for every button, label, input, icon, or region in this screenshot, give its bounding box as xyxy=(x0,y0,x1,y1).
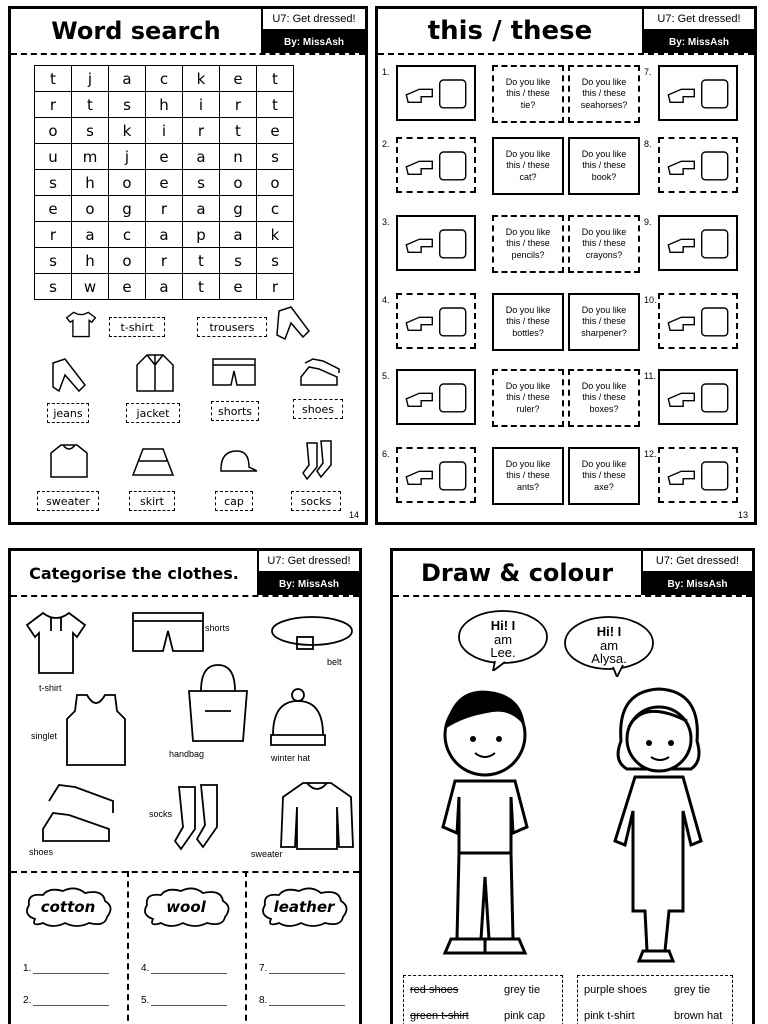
colour-item: red shoes xyxy=(410,984,459,996)
grid-cell[interactable]: c xyxy=(146,66,183,92)
grid-cell[interactable]: a xyxy=(109,66,146,92)
question-line: this / these xyxy=(506,470,550,481)
grid-cell[interactable]: a xyxy=(146,274,183,300)
question-box xyxy=(568,65,640,123)
question-line: this / these xyxy=(582,238,626,249)
grid-cell[interactable]: s xyxy=(109,92,146,118)
question-box xyxy=(492,65,564,123)
bubble-line: Alysa. xyxy=(591,651,627,667)
label-sweater: sweater xyxy=(251,849,283,859)
grid-cell[interactable]: s xyxy=(35,248,72,274)
item-number: 5. xyxy=(382,371,390,381)
grid-cell[interactable]: t xyxy=(72,92,109,118)
grid-cell[interactable]: e xyxy=(257,118,294,144)
grid-cell[interactable]: r xyxy=(35,222,72,248)
grid-cell[interactable]: h xyxy=(72,170,109,196)
grid-row xyxy=(35,118,294,144)
question-line: Do you like xyxy=(505,227,551,238)
letter-grid xyxy=(34,65,294,300)
grid-cell[interactable]: e xyxy=(146,144,183,170)
question-line: axe? xyxy=(594,481,614,492)
grid-row xyxy=(35,222,294,248)
column-divider xyxy=(127,871,129,1024)
question-line: sharpener? xyxy=(581,327,627,338)
question-line: this / these xyxy=(582,316,626,327)
column-divider xyxy=(245,871,247,1024)
grid-cell[interactable]: p xyxy=(183,222,220,248)
grid-cell[interactable]: s xyxy=(35,274,72,300)
grid-cell[interactable]: o xyxy=(35,118,72,144)
skirt-icon xyxy=(131,445,175,479)
grid-cell[interactable]: k xyxy=(183,66,220,92)
belt-icon xyxy=(267,609,357,653)
grid-cell[interactable]: i xyxy=(183,92,220,118)
crayons-icon xyxy=(658,215,738,271)
answer-number: 2. xyxy=(23,995,32,1006)
author-label: By: MissAsh xyxy=(259,573,359,595)
question-line: Do you like xyxy=(581,305,627,316)
colour-item: brown hat xyxy=(674,1010,723,1022)
singlet-icon xyxy=(63,691,129,769)
grid-cell[interactable]: s xyxy=(220,248,257,274)
grid-cell[interactable]: t xyxy=(257,66,294,92)
grid-cell[interactable]: e xyxy=(220,66,257,92)
grid-cell[interactable]: s xyxy=(183,170,220,196)
grid-cell[interactable]: r xyxy=(35,92,72,118)
bubble-line: Hi! I xyxy=(596,624,622,639)
item-number: 7. xyxy=(644,67,652,77)
answer-number: 5. xyxy=(141,995,150,1006)
sheet-title: Word search xyxy=(11,9,263,53)
question-line: this / these xyxy=(506,238,550,249)
label-singlet: singlet xyxy=(31,731,58,741)
socks-icon xyxy=(301,439,339,483)
lee-colour-list xyxy=(403,975,563,1024)
category-cloud xyxy=(21,885,115,929)
grid-row xyxy=(35,274,294,300)
grid-cell[interactable]: s xyxy=(257,144,294,170)
t-shirt-icon xyxy=(21,607,91,677)
girl-alysa-figure xyxy=(603,681,713,967)
answer-line[interactable] xyxy=(259,963,345,974)
question-box xyxy=(568,215,640,273)
question-line: cat? xyxy=(519,171,537,182)
author-label: By: MissAsh xyxy=(644,31,754,53)
question-line: book? xyxy=(591,171,617,182)
question-line: Do you like xyxy=(581,381,627,392)
t-shirt-icon xyxy=(63,309,99,339)
bubble-line: Lee. xyxy=(490,645,516,661)
unit-label: U7: Get dressed! xyxy=(643,551,752,573)
word-tag-sweater: sweater xyxy=(37,491,99,511)
ants-icon xyxy=(396,447,476,503)
grid-cell[interactable]: n xyxy=(220,144,257,170)
question-box xyxy=(568,293,640,351)
question-line: crayons? xyxy=(585,249,623,260)
label-handbag: handbag xyxy=(169,749,205,759)
grid-cell[interactable]: g xyxy=(109,196,146,222)
grid-cell[interactable]: j xyxy=(109,144,146,170)
grid-cell[interactable]: s xyxy=(72,118,109,144)
shoes-icon xyxy=(297,355,343,391)
word-search-sheet xyxy=(8,6,368,525)
grid-cell[interactable]: s xyxy=(35,170,72,196)
question-line: this / these xyxy=(506,88,550,99)
question-line: ruler? xyxy=(516,403,540,414)
question-line: this / these xyxy=(582,392,626,403)
unit-label: U7: Get dressed! xyxy=(644,9,754,31)
word-tag-cap: cap xyxy=(215,491,253,511)
question-line: tie? xyxy=(520,99,536,110)
question-line: Do you like xyxy=(581,77,627,88)
answer-line[interactable] xyxy=(23,963,109,974)
section-divider xyxy=(11,871,359,873)
grid-cell[interactable]: u xyxy=(35,144,72,170)
category-label: cotton xyxy=(40,898,96,916)
grid-cell[interactable]: k xyxy=(257,222,294,248)
label-socks: socks xyxy=(149,809,173,819)
grid-cell[interactable]: i xyxy=(146,118,183,144)
this-these-sheet xyxy=(375,6,757,525)
grid-cell[interactable]: o xyxy=(109,248,146,274)
question-box xyxy=(492,215,564,273)
grid-cell[interactable]: r xyxy=(183,118,220,144)
unit-label: U7: Get dressed! xyxy=(259,551,359,573)
boxes-icon xyxy=(658,369,738,425)
cat-icon xyxy=(396,137,476,193)
header-divider xyxy=(393,595,752,597)
unit-label: U7: Get dressed! xyxy=(263,9,365,31)
question-line: this / these xyxy=(582,470,626,481)
grid-cell[interactable]: r xyxy=(146,196,183,222)
shorts-icon xyxy=(209,355,259,389)
question-line: Do you like xyxy=(505,459,551,470)
label-shorts: shorts xyxy=(205,623,230,633)
seahorses-icon xyxy=(658,65,738,121)
item-number: 12. xyxy=(644,449,657,459)
shorts-icon xyxy=(129,609,207,657)
grid-cell[interactable]: r xyxy=(220,92,257,118)
colour-item: grey tie xyxy=(504,984,541,996)
grid-cell[interactable]: a xyxy=(220,222,257,248)
handbag-icon xyxy=(183,661,253,745)
question-line: Do you like xyxy=(581,227,627,238)
item-number: 3. xyxy=(382,217,390,227)
header-divider xyxy=(378,53,754,55)
bottles-icon xyxy=(396,293,476,349)
category-label: leather xyxy=(273,898,335,916)
grid-cell[interactable]: o xyxy=(257,170,294,196)
grid-cell[interactable]: o xyxy=(109,170,146,196)
bubble-line: am xyxy=(599,637,619,653)
grid-cell[interactable]: o xyxy=(72,196,109,222)
question-line: Do you like xyxy=(581,459,627,470)
grid-cell[interactable]: r xyxy=(146,248,183,274)
grid-cell[interactable]: t xyxy=(183,274,220,300)
answer-line[interactable] xyxy=(141,995,227,1006)
colour-item: pink cap xyxy=(504,1010,545,1022)
question-box xyxy=(492,447,564,505)
question-box xyxy=(492,369,564,427)
speech-bubble-alysa xyxy=(563,615,655,677)
grid-cell[interactable]: c xyxy=(257,196,294,222)
categorise-sheet xyxy=(8,548,362,1024)
grid-cell[interactable]: m xyxy=(72,144,109,170)
item-number: 9. xyxy=(644,217,652,227)
question-line: Do you like xyxy=(505,305,551,316)
grid-cell[interactable]: e xyxy=(220,274,257,300)
sheet-title: Categorise the clothes. xyxy=(11,551,259,595)
speech-bubble-lee xyxy=(457,609,549,671)
question-line: this / these xyxy=(506,160,550,171)
question-line: this / these xyxy=(582,160,626,171)
jacket-icon xyxy=(133,351,177,395)
draw-colour-sheet xyxy=(390,548,755,1024)
grid-cell[interactable]: h xyxy=(146,92,183,118)
answer-number: 7. xyxy=(259,963,268,974)
grid-cell[interactable]: s xyxy=(257,248,294,274)
category-cloud xyxy=(139,885,233,929)
grid-row xyxy=(35,196,294,222)
tie-icon xyxy=(396,65,476,121)
label-shoes: shoes xyxy=(29,847,54,857)
grid-cell[interactable]: a xyxy=(183,144,220,170)
word-tag-shoes: shoes xyxy=(293,399,343,419)
colour-item: grey tie xyxy=(674,984,711,996)
question-box xyxy=(568,137,640,195)
label-belt: belt xyxy=(327,657,342,667)
cap-icon xyxy=(215,447,259,477)
word-tag-trousers: trousers xyxy=(197,317,267,337)
item-number: 10. xyxy=(644,295,657,305)
question-box xyxy=(492,137,564,195)
grid-cell[interactable]: j xyxy=(72,66,109,92)
sheet-title: this / these xyxy=(378,9,644,53)
question-line: seahorses? xyxy=(580,99,628,110)
word-tag-t-shirt: t-shirt xyxy=(109,317,165,337)
word-tag-jacket: jacket xyxy=(126,403,180,423)
axe-icon xyxy=(658,447,738,503)
grid-cell[interactable]: t xyxy=(257,92,294,118)
grid-cell[interactable]: t xyxy=(35,66,72,92)
trousers-icon xyxy=(273,305,315,341)
question-line: ants? xyxy=(516,481,540,492)
pencils-icon xyxy=(396,215,476,271)
item-number: 8. xyxy=(644,139,652,149)
grid-cell[interactable]: t xyxy=(183,248,220,274)
colour-item: green t-shirt xyxy=(410,1010,469,1022)
grid-cell[interactable]: k xyxy=(109,118,146,144)
grid-cell[interactable]: a xyxy=(146,222,183,248)
author-label: By: MissAsh xyxy=(263,31,365,53)
grid-row xyxy=(35,92,294,118)
grid-cell[interactable]: e xyxy=(35,196,72,222)
question-box xyxy=(568,369,640,427)
sheet-title: Draw & colour xyxy=(393,551,643,595)
grid-cell[interactable]: a xyxy=(183,196,220,222)
word-tag-socks: socks xyxy=(291,491,341,511)
book-icon xyxy=(658,137,738,193)
grid-cell[interactable]: a xyxy=(72,222,109,248)
grid-cell[interactable]: w xyxy=(72,274,109,300)
shoes-icon xyxy=(39,777,117,847)
item-number: 1. xyxy=(382,67,390,77)
item-number: 6. xyxy=(382,449,390,459)
question-line: pencils? xyxy=(511,249,545,260)
word-tag-skirt: skirt xyxy=(129,491,175,511)
question-line: this / these xyxy=(506,316,550,327)
sweater-icon xyxy=(47,441,91,481)
grid-cell[interactable]: c xyxy=(109,222,146,248)
grid-cell[interactable]: e xyxy=(146,170,183,196)
answer-line[interactable] xyxy=(141,963,227,974)
alysa-colour-list xyxy=(577,975,733,1024)
question-box xyxy=(568,447,640,505)
bubble-line: am xyxy=(493,631,513,647)
category-label: wool xyxy=(166,898,206,916)
answer-number: 8. xyxy=(259,995,268,1006)
word-tag-jeans: jeans xyxy=(47,403,89,423)
page-number: 13 xyxy=(737,510,748,520)
label-t-shirt: t-shirt xyxy=(39,683,62,693)
boy-lee-figure xyxy=(423,677,543,967)
question-line: bottles? xyxy=(512,327,544,338)
grid-row xyxy=(35,170,294,196)
bubble-line: Hi! I xyxy=(490,618,516,633)
word-tag-shorts: shorts xyxy=(211,401,259,421)
item-number: 4. xyxy=(382,295,390,305)
grid-cell[interactable]: r xyxy=(257,274,294,300)
question-line: Do you like xyxy=(505,77,551,88)
question-line: Do you like xyxy=(505,149,551,160)
question-box xyxy=(492,293,564,351)
item-number: 11. xyxy=(644,371,656,381)
grid-cell[interactable]: g xyxy=(220,196,257,222)
question-line: Do you like xyxy=(581,149,627,160)
item-number: 2. xyxy=(382,139,390,149)
question-line: Do you like xyxy=(505,381,551,392)
sweater-icon xyxy=(277,779,357,853)
header-divider xyxy=(11,595,359,597)
grid-row xyxy=(35,66,294,92)
colour-item: purple shoes xyxy=(584,984,647,996)
answer-line[interactable] xyxy=(23,995,109,1006)
label-winter-hat: winter hat xyxy=(271,753,311,763)
grid-row xyxy=(35,248,294,274)
page-number: 14 xyxy=(348,510,359,520)
socks-icon xyxy=(171,783,229,855)
grid-row xyxy=(35,144,294,170)
grid-cell[interactable]: e xyxy=(109,274,146,300)
grid-cell[interactable]: o xyxy=(220,170,257,196)
question-line: this / these xyxy=(506,392,550,403)
jeans-icon xyxy=(49,355,89,395)
sharpener-icon xyxy=(658,293,738,349)
colour-item: pink t-shirt xyxy=(584,1010,635,1022)
header-divider xyxy=(11,53,365,55)
answer-number: 1. xyxy=(23,963,32,974)
grid-cell[interactable]: h xyxy=(72,248,109,274)
grid-cell[interactable]: t xyxy=(220,118,257,144)
ruler-icon xyxy=(396,369,476,425)
question-line: this / these xyxy=(582,88,626,99)
question-line: boxes? xyxy=(589,403,619,414)
category-cloud xyxy=(257,885,351,929)
winter-hat-icon xyxy=(265,687,331,749)
answer-line[interactable] xyxy=(259,995,345,1006)
author-label: By: MissAsh xyxy=(643,573,752,595)
answer-number: 4. xyxy=(141,963,150,974)
